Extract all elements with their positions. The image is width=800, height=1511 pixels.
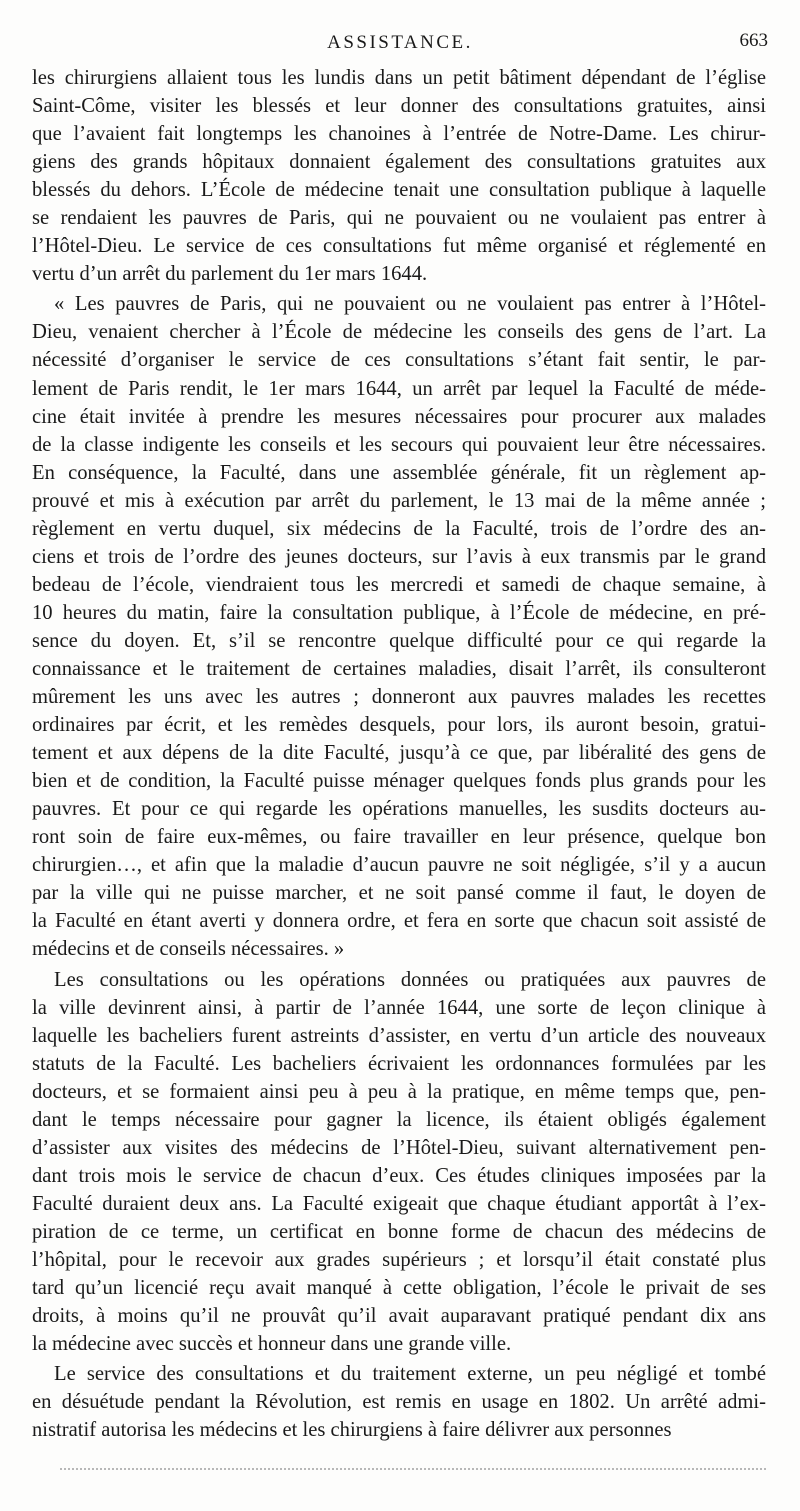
text-line: que l’avaient fait longtemps les chanoines à l’entrée de Notre-Dame. Les chirur-	[32, 123, 766, 146]
text-line: Saint-Côme, visiter les blessés et leur donner des consultations gratuites, ainsi	[32, 95, 766, 118]
text-line: se rendaient les pauvres de Paris, qui ne pouvaient ou ne voulaient pas entrer à	[32, 207, 766, 230]
text-line: piration de ce terme, un certificat en bonne forme de chacun des médecins de	[32, 1220, 766, 1243]
text-line: la ville devinrent ainsi, à partir de l’année 1644, une sorte de leçon clinique à	[32, 996, 766, 1019]
text-line: Faculté duraient deux ans. La Faculté exigeait que chaque étudiant apportât à l’ex-	[32, 1192, 766, 1215]
paragraph	[32, 64, 766, 288]
text-line: par la ville qui ne puisse marcher, et ne soit pansé comme il faut, le doyen de	[32, 882, 766, 905]
text-line: nistratif autorisa les médecins et les chirurgiens à faire délivrer aux personnes	[32, 1419, 672, 1442]
text-line: règlement en vertu duquel, six médecins de la Faculté, trois de l’ordre des an-	[32, 517, 766, 540]
text-line: l’hôpital, pour le recevoir aux grades supérieurs ; et lorsqu’il était constaté plus	[32, 1248, 766, 1271]
text-line: pauvres. Et pour ce qui regarde les opérations manuelles, les susdits docteurs au-	[32, 798, 766, 821]
text-line: dant trois mois le service de chacun d’eux. Ces études cliniques imposées par la	[32, 1164, 766, 1187]
text-line: « Les pauvres de Paris, qui ne pouvaient ou ne voulaient pas entrer à l’Hôtel-	[54, 293, 766, 316]
text-line: médecins et de conseils nécessaires. »	[32, 938, 345, 961]
text-line: droits, à moins qu’il ne prouvât qu’il avait auparavant pratiqué pendant dix ans	[32, 1305, 766, 1328]
text-line: ciens et trois de l’ordre des jeunes docteurs, sur l’avis à eux transmis par le grand	[32, 545, 766, 568]
running-head	[32, 28, 768, 58]
text-line: ordinaires par écrit, et les remèdes desquels, pour lors, ils auront besoin, gratui-	[32, 714, 766, 737]
footer-rule	[60, 1468, 766, 1470]
paragraph	[32, 966, 766, 1359]
text-line: bedeau de l’école, viendraient tous les mercredi et samedi de chaque semaine, à	[32, 573, 766, 596]
body-text	[32, 64, 766, 1444]
text-line: en désuétude pendant la Révolution, est remis en usage en 1802. Un arrêté admi-	[32, 1391, 766, 1414]
paragraph	[32, 1360, 766, 1444]
text-line: chirurgien…, et afin que la maladie d’aucun pauvre ne soit négligée, s’il y a aucun	[32, 854, 766, 877]
text-line: Les consultations ou les opérations données ou pratiquées aux pauvres de	[54, 968, 766, 991]
text-line: dant le temps nécessaire pour gagner la licence, ils étaient obligés également	[32, 1108, 766, 1131]
text-line: Dieu, venaient chercher à l’École de médecine les conseils des gens de l’art. La	[32, 321, 766, 344]
text-line: d’assister aux visites des médecins de l’Hôtel-Dieu, suivant alternativement pen-	[32, 1136, 766, 1159]
text-line: de la classe indigente les conseils et les secours qui pouvaient leur être nécessaires.	[32, 433, 766, 456]
text-line: ront soin de faire eux-mêmes, ou faire travailler en leur présence, quelque bon	[32, 826, 766, 849]
text-line: les chirurgiens allaient tous les lundis dans un petit bâtiment dépendant de l’église	[32, 67, 766, 89]
text-line: 10 heures du matin, faire la consultation publique, à l’École de médecine, en pré-	[32, 601, 766, 624]
text-line: laquelle les bacheliers furent astreints d’assister, en vertu d’un article des nouveaux	[32, 1024, 766, 1047]
text-line: sence du doyen. Et, s’il se rencontre quelque difficulté pour ce qui regarde la	[32, 629, 766, 652]
text-line: En conséquence, la Faculté, dans une assemblée générale, fit un règlement ap-	[32, 461, 766, 484]
text-line: vertu d’un arrêt du parlement du 1er mars 1644.	[32, 263, 428, 286]
text-line: docteurs, et se formaient ainsi peu à peu à la pratique, en même temps que, pen-	[32, 1080, 766, 1103]
text-line: la Faculté en étant averti y donnera ordre, et fera en sorte que chacun soit assisté de	[32, 910, 766, 933]
text-line: giens des grands hôpitaux donnaient également des consultations gratuites aux	[32, 151, 766, 174]
text-line: Le service des consultations et du traitement externe, un peu négligé et tombé	[54, 1363, 766, 1386]
text-line: mûrement les uns avec les autres ; donneront aux pauvres malades les recettes	[32, 686, 766, 709]
text-line: connaissance et le traitement de certaines maladies, disait l’arrêt, ils consulteront	[32, 657, 766, 680]
text-line: statuts de la Faculté. Les bacheliers écrivaient les ordonnances formulées par les	[32, 1052, 766, 1075]
text-line: tement et aux dépens de la dite Faculté, jusqu’à ce que, par libéralité des gens de	[32, 742, 766, 765]
text-line: tard qu’un licencié reçu avait manqué à cette obligation, l’école le privait de ses	[32, 1277, 766, 1300]
text-line: prouvé et mis à exécution par arrêt du parlement, le 13 mai de la même année ;	[32, 489, 766, 512]
paragraph	[32, 290, 766, 963]
page-number: 663	[739, 30, 768, 51]
text-line: bien et de condition, la Faculté puisse ménager quelques fonds plus grands pour les	[32, 770, 766, 793]
text-line: l’Hôtel-Dieu. Le service de ces consultations fut même organisé et réglementé en	[32, 235, 766, 258]
text-line: lement de Paris rendit, le 1er mars 1644, un arrêt par lequel la Faculté de méde-	[32, 377, 766, 400]
text-line: cine était invitée à prendre les mesures nécessaires pour procurer aux malades	[32, 405, 766, 428]
text-line: blessés du dehors. L’École de médecine tenait une consultation publique à laquelle	[32, 179, 766, 202]
text-line: la médecine avec succès et honneur dans une grande ville.	[32, 1333, 512, 1356]
text-line: nécessité d’organiser le service de ces consultations s’étant fait sentir, le par-	[32, 349, 766, 372]
running-title: ASSISTANCE.	[327, 32, 473, 53]
